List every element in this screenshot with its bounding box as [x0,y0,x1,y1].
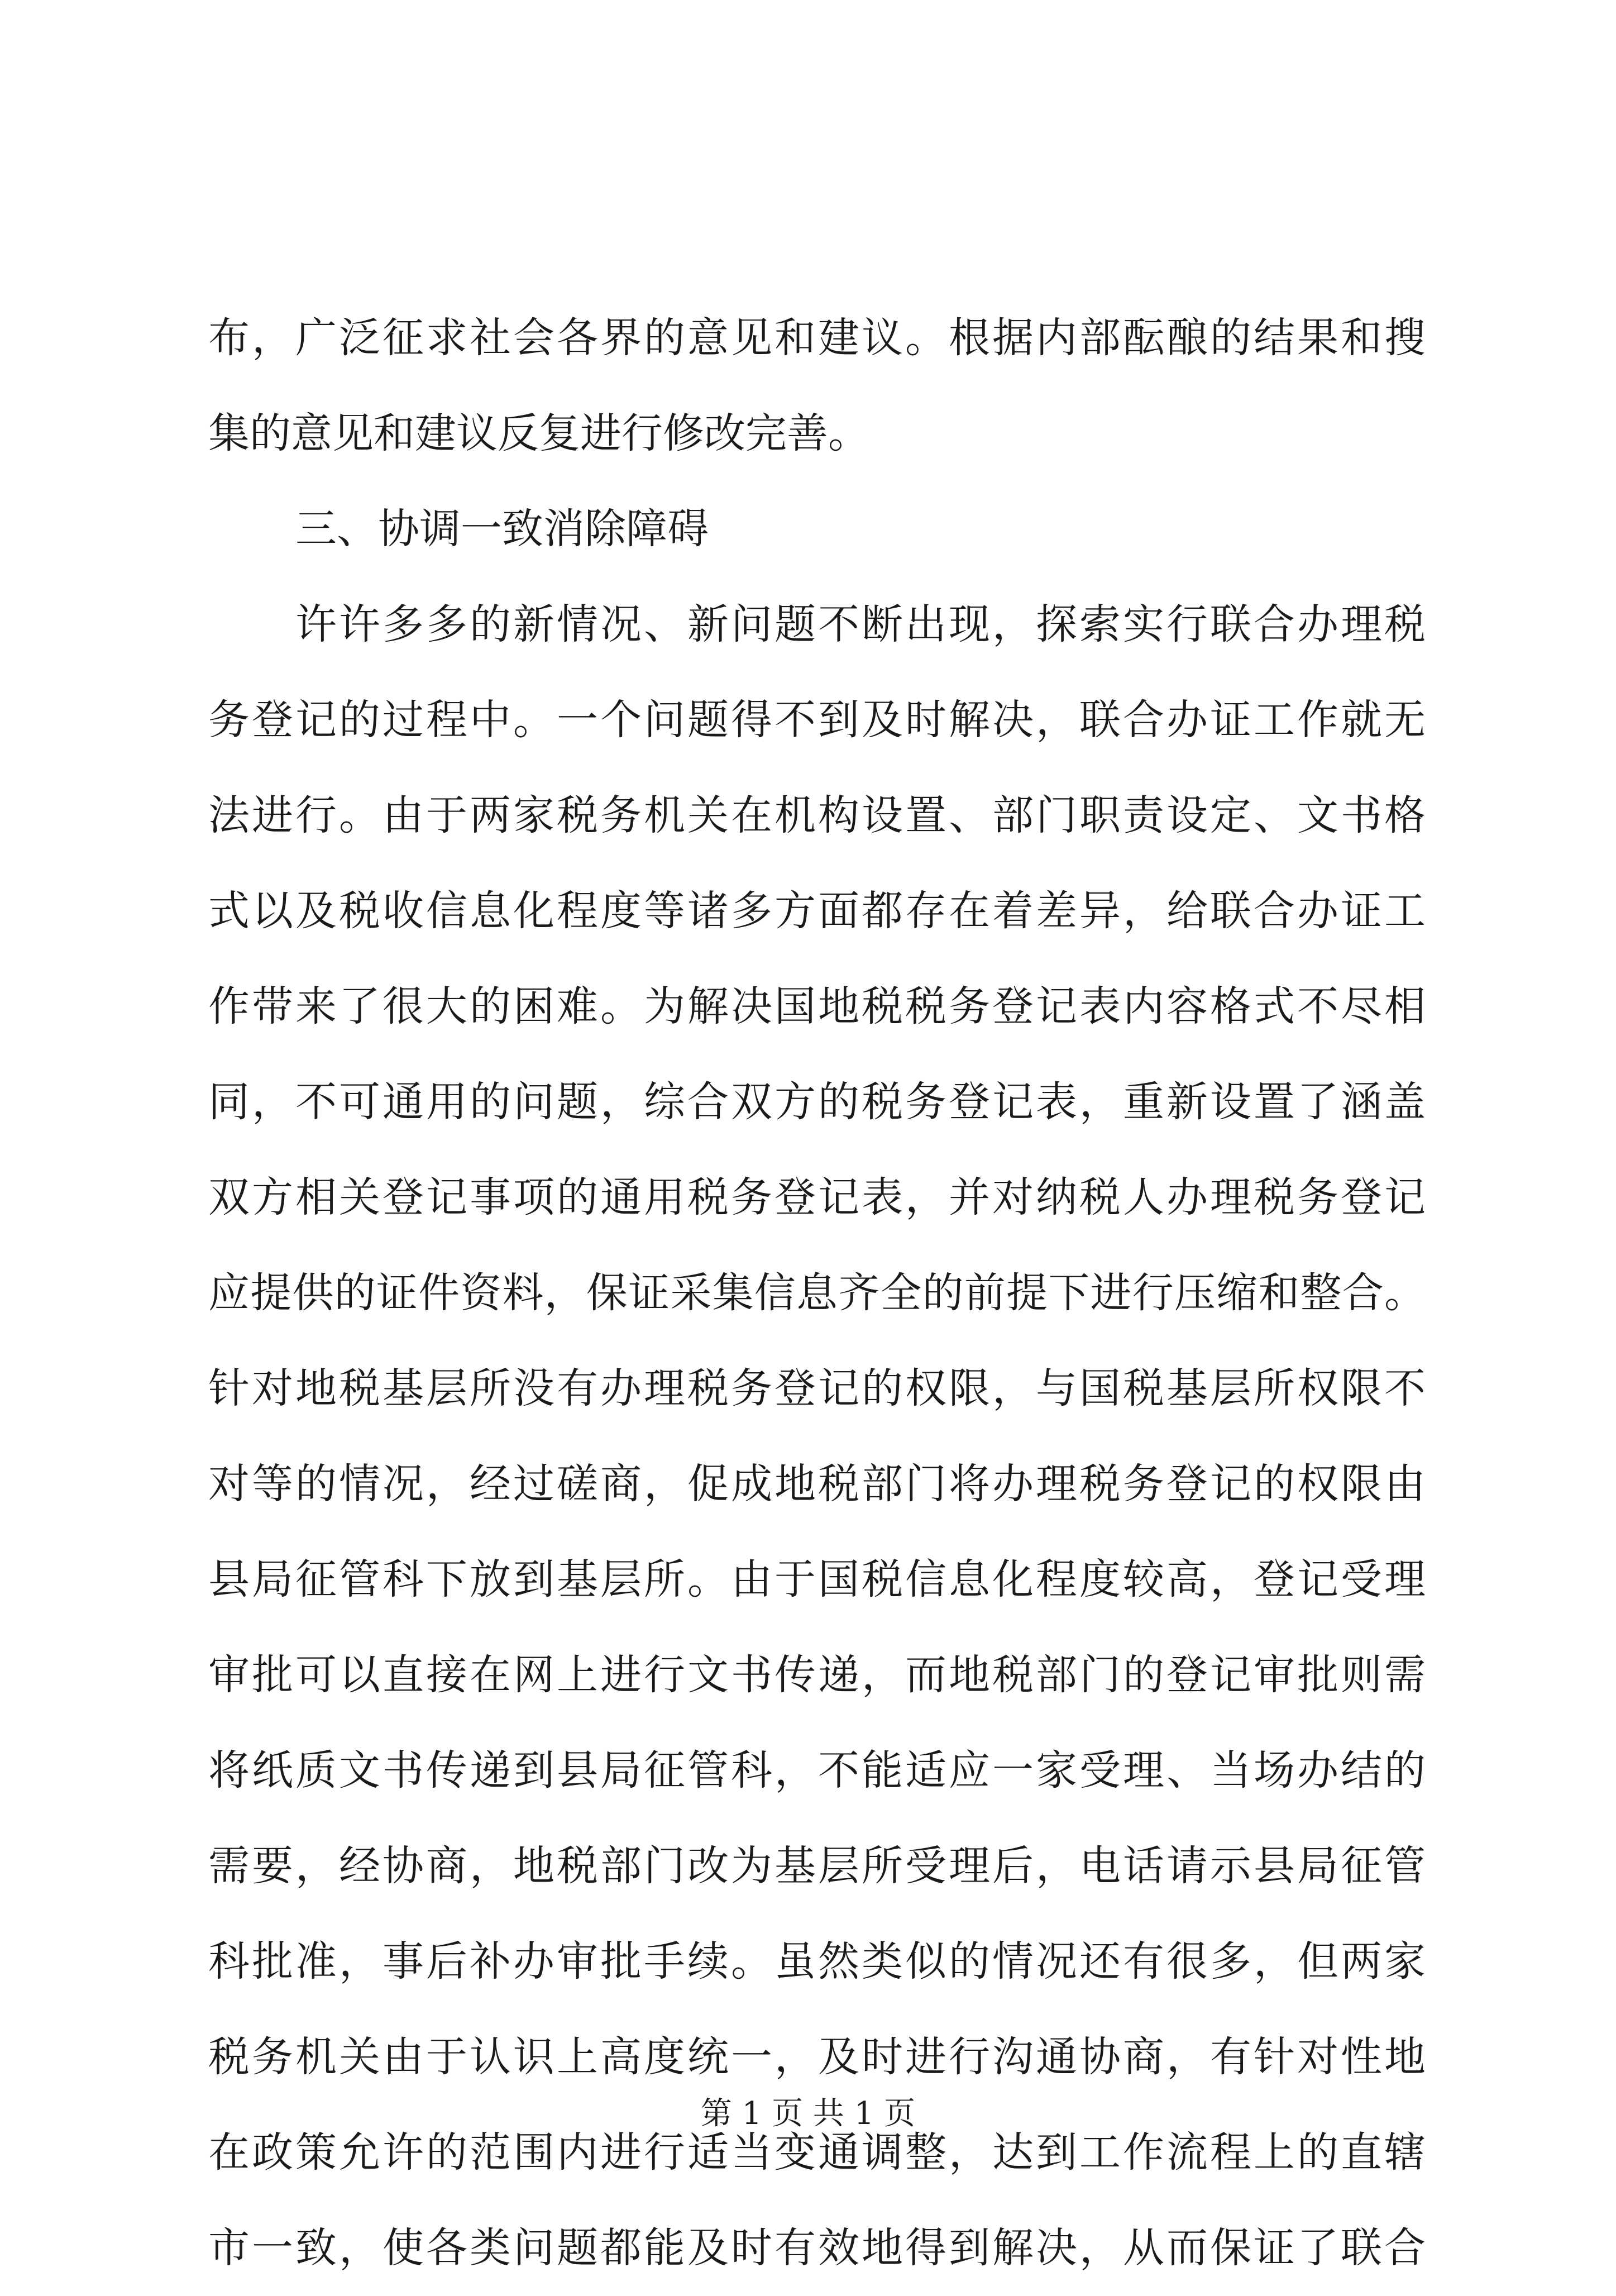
page-footer: 第 1 页 共 1 页 [700,2095,916,2132]
text-line: 同，不可通用的问题，综合双方的税务登记表，重新设置了涵盖 [208,1078,1426,1126]
text-line: 作带来了很大的困难。为解决国地税税务登记表内容格式不尽相 [208,982,1426,1030]
text-line: 将纸质文书传递到县局征管科，不能适应一家受理、当场办结的 [208,1746,1426,1794]
document-body [208,290,1426,2296]
text-line: 市一致，使各类问题都能及时有效地得到解决，从而保证了联合 [208,2224,1426,2272]
text-line: 务登记的过程中。一个问题得不到及时解决，联合办证工作就无 [208,696,1426,744]
text-line: 应提供的证件资料，保证采集信息齐全的前提下进行压缩和整合。 [208,1269,1426,1317]
text-line: 审批可以直接在网上进行文书传递，而地税部门的登记审批则需 [208,1651,1426,1699]
text-line: 针对地税基层所没有办理税务登记的权限，与国税基层所权限不 [208,1364,1426,1412]
text-line: 对等的情况，经过磋商，促成地税部门将办理税务登记的权限由 [208,1460,1426,1508]
text-line: 科批准，事后补办审批手续。虽然类似的情况还有很多，但两家 [208,1937,1426,1985]
text-line: 许许多多的新情况、新问题不断出现，探索实行联合办理税 [295,600,1426,648]
text-line: 县局征管科下放到基层所。由于国税信息化程度较高，登记受理 [208,1555,1426,1603]
text-line: 式以及税收信息化程度等诸多方面都存在着差异，给联合办证工 [208,887,1426,935]
text-line: 法进行。由于两家税务机关在机构设置、部门职责设定、文书格 [208,791,1426,839]
text-line: 双方相关登记事项的通用税务登记表，并对纳税人办理税务登记 [208,1173,1426,1221]
section-heading: 三、协调一致消除障碍 [295,505,709,553]
text-line: 集的意见和建议反复进行修改完善。 [208,409,869,457]
text-line: 布，广泛征求社会各界的意见和建议。根据内部酝酿的结果和搜 [208,314,1426,362]
text-line: 税务机关由于认识上高度统一，及时进行沟通协商，有针对性地 [208,2033,1426,2081]
text-line: 需要，经协商，地税部门改为基层所受理后，电话请示县局征管 [208,1842,1426,1890]
text-line: 在政策允许的范围内进行适当变通调整，达到工作流程上的直辖 [208,2128,1426,2176]
